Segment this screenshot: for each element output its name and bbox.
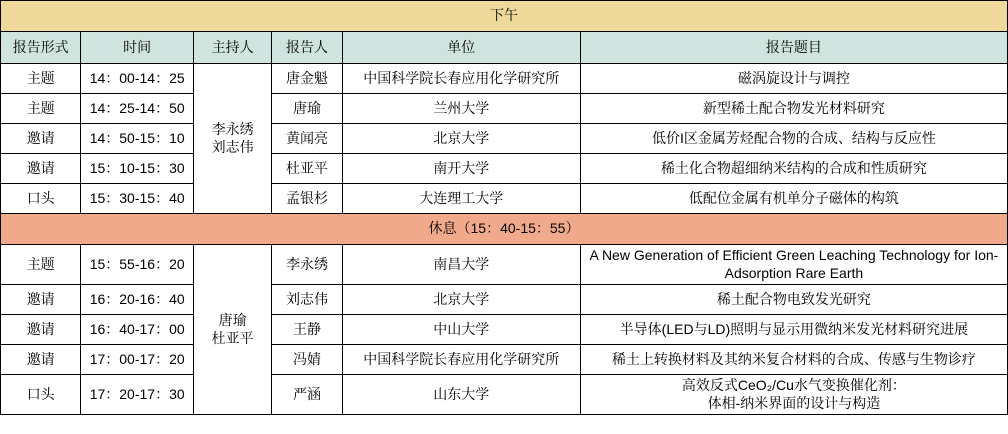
- header-title: 报告题目: [580, 32, 1007, 64]
- cell-speaker: 唐金魁: [272, 64, 342, 94]
- chair-name-2: 刘志伟: [211, 138, 254, 155]
- table-row: [1, 64, 1008, 94]
- cell-unit: 山东大学: [342, 375, 580, 415]
- cell-title: 低配位金属有机单分子磁体的构筑: [580, 184, 1007, 214]
- break-label: 休息（15：40-15：55）: [1, 214, 1008, 245]
- cell-title: 半导体(LED与LD)照明与显示用微纳米发光材料研究进展: [580, 315, 1007, 345]
- cell-unit: 大连理工大学: [342, 184, 580, 214]
- cell-title: [580, 375, 1007, 415]
- chair-name-1: 李永绣: [211, 121, 254, 137]
- cell-unit: 中国科学院长春应用化学研究所: [342, 345, 580, 375]
- header-row: [1, 32, 1008, 64]
- cell-form: 口头: [1, 375, 81, 415]
- banner-title: 下午: [1, 1, 1008, 32]
- cell-unit: 中国科学院长春应用化学研究所: [342, 64, 580, 94]
- cell-unit: 北京大学: [342, 285, 580, 315]
- cell-speaker: 王静: [272, 315, 342, 345]
- cell-time: 15：55-16：20: [81, 245, 194, 285]
- cell-title: 低价I区金属芳烃配合物的合成、结构与反应性: [580, 124, 1007, 154]
- header-unit: 单位: [342, 32, 580, 64]
- cell-chair-session2: [193, 245, 271, 415]
- header-form: 报告形式: [1, 32, 81, 64]
- cell-unit: 南昌大学: [342, 245, 580, 285]
- cell-unit: 中山大学: [342, 315, 580, 345]
- cell-time: 16：20-16：40: [81, 285, 194, 315]
- break-row: [1, 214, 1008, 245]
- chair-name-2: 杜亚平: [211, 329, 254, 346]
- table-row: [1, 345, 1008, 375]
- table-row: [1, 154, 1008, 184]
- cell-unit: 北京大学: [342, 124, 580, 154]
- cell-time: 14：00-14：25: [81, 64, 194, 94]
- cell-speaker: 严涵: [272, 375, 342, 415]
- cell-form: 主题: [1, 245, 81, 285]
- header-time: 时间: [81, 32, 194, 64]
- cell-unit: 南开大学: [342, 154, 580, 184]
- cell-chair-session1: [193, 64, 271, 214]
- cell-speaker: 杜亚平: [272, 154, 342, 184]
- cell-title: 稀土上转换材料及其纳米复合材料的合成、传感与生物诊疗: [580, 345, 1007, 375]
- cell-speaker: 刘志伟: [272, 285, 342, 315]
- table-row: [1, 124, 1008, 154]
- cell-time: 14：25-14：50: [81, 94, 194, 124]
- header-speaker: 报告人: [272, 32, 342, 64]
- cell-speaker: 李永绣: [272, 245, 342, 285]
- cell-form: 邀请: [1, 124, 81, 154]
- cell-title: 稀土配合物电致发光研究: [580, 285, 1007, 315]
- cell-title: 新型稀土配合物发光材料研究: [580, 94, 1007, 124]
- cell-form: 邀请: [1, 315, 81, 345]
- cell-title-line1: 高效反式CeO₂/Cu水气变换催化剂：: [681, 377, 906, 393]
- cell-form: 邀请: [1, 154, 81, 184]
- table-row: [1, 94, 1008, 124]
- table-row: [1, 375, 1008, 415]
- cell-time: 17：20-17：30: [81, 375, 194, 415]
- cell-unit: 兰州大学: [342, 94, 580, 124]
- cell-form: 邀请: [1, 345, 81, 375]
- cell-speaker: 唐瑜: [272, 94, 342, 124]
- table-row: [1, 184, 1008, 214]
- cell-time: 15：30-15：40: [81, 184, 194, 214]
- chair-name-1: 唐瑜: [218, 312, 247, 328]
- table-row: [1, 315, 1008, 345]
- cell-time: 15：10-15：30: [81, 154, 194, 184]
- cell-speaker: 孟银杉: [272, 184, 342, 214]
- table-row: [1, 285, 1008, 315]
- cell-title: 磁涡旋设计与调控: [580, 64, 1007, 94]
- cell-time: 14：50-15：10: [81, 124, 194, 154]
- table-row: [1, 245, 1008, 285]
- cell-form: 邀请: [1, 285, 81, 315]
- cell-speaker: 黄闻亮: [272, 124, 342, 154]
- cell-title-line2: 体相-纳米界面的设计与构造: [707, 394, 881, 411]
- cell-speaker: 冯婧: [272, 345, 342, 375]
- cell-title: A New Generation of Efficient Green Leaching Technology for Ion-Adsorption Rare Earth: [580, 245, 1007, 285]
- cell-time: 16：40-17：00: [81, 315, 194, 345]
- cell-title: 稀土化合物超细纳米结构的合成和性质研究: [580, 154, 1007, 184]
- header-chair: 主持人: [193, 32, 271, 64]
- cell-form: 主题: [1, 94, 81, 124]
- banner-row: [1, 1, 1008, 32]
- cell-form: 口头: [1, 184, 81, 214]
- cell-time: 17：00-17：20: [81, 345, 194, 375]
- cell-form: 主题: [1, 64, 81, 94]
